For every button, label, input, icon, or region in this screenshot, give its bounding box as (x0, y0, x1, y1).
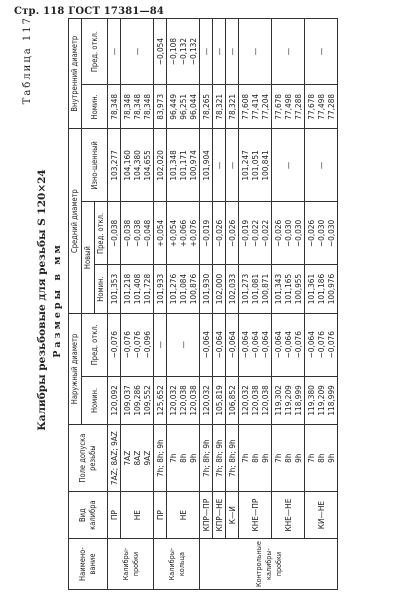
cell-o_nom: 120,092 (108, 376, 121, 424)
table-row (305, 19, 338, 590)
cell-i_dev: — (272, 19, 305, 85)
cell-m_nom: 101,276 101,084 100,876 (167, 265, 200, 313)
cell-i_nom: 77,608 77,414 77,204 (239, 85, 272, 129)
cell-m_dev: −0,026 (226, 202, 239, 265)
cell-kind: НЕ (121, 492, 154, 539)
cell-m_dev: −0,038 −0,038 −0,048 (121, 202, 154, 265)
table-row (167, 19, 200, 590)
col-outer-dev: Пред. откл. (82, 313, 108, 376)
col-middle: Средний диаметр (69, 129, 82, 313)
cell-m_worn: — (213, 129, 226, 202)
cell-i_dev: — (239, 19, 272, 85)
table-title: Калибры резьбовые для резьбы S 120×24 (36, 169, 48, 431)
cell-i_nom: 78,321 (226, 85, 239, 129)
col-middle-new: Новый (82, 202, 95, 313)
cell-kind: КПР—ПР (200, 492, 213, 539)
cell-m_nom: 102,033 (226, 265, 239, 313)
cell-o_dev: −0,076 −0,076 −0,096 (121, 313, 154, 376)
cell-m_nom: 101,930 (200, 265, 213, 313)
cell-m_worn: 104,160 104,380 104,655 (121, 129, 154, 202)
cell-m_nom: 101,933 (154, 265, 167, 313)
table-row (154, 19, 167, 590)
cell-kind: КНЕ—НЕ (272, 492, 305, 539)
cell-m_worn: 101,348 101,171 100,974 (167, 129, 200, 202)
col-inner-nom: Номин. (82, 85, 108, 129)
cell-o_dev: −0,064 (200, 313, 213, 376)
category-cell: Калибры-кольца (154, 539, 200, 590)
cell-kind: КНЕ—ПР (239, 492, 272, 539)
table-row (213, 19, 226, 590)
cell-m_worn: — (226, 129, 239, 202)
cell-o_dev: −0,076 (108, 313, 121, 376)
cell-m_nom: 101,353 (108, 265, 121, 313)
cell-i_dev: — (121, 19, 154, 85)
cell-field: 7AZ 8AZ 9AZ (121, 425, 154, 492)
cell-o_nom: 109,037 109,286 109,552 (121, 376, 154, 424)
col-inner-dev: Пред. откл. (82, 19, 108, 85)
cell-o_nom: 119,302 119,209 118,999 (272, 376, 305, 424)
cell-m_dev: −0,038 (108, 202, 121, 265)
cell-m_worn: 103,277 (108, 129, 121, 202)
cell-field: 7AZ; 8AZ; 9AZ (108, 425, 121, 492)
cell-o_nom: 120,032 120,038 120,038 (239, 376, 272, 424)
cell-kind: КИ—НЕ (305, 492, 338, 539)
cell-i_dev: — (226, 19, 239, 85)
gauge-table (68, 18, 338, 590)
cell-i_dev: — (305, 19, 338, 85)
table-row (200, 19, 213, 590)
cell-m_nom: 101,343 101,165 100,955 (272, 265, 305, 313)
cell-o_nom: 120,032 (200, 376, 213, 424)
cell-o_dev: −0,064 −0,064 −0,076 (272, 313, 305, 376)
cell-o_nom: 120,032 120,038 120,038 (167, 376, 200, 424)
cell-o_dev: — (154, 313, 167, 376)
cell-i_dev: — (108, 19, 121, 85)
cell-m_worn: 101,247 101,051 100,841 (239, 129, 272, 202)
col-middle-worn: Изно-шенный (82, 129, 108, 202)
table-row (108, 19, 121, 590)
cell-kind: НЕ (167, 492, 200, 539)
table-row (239, 19, 272, 590)
cell-field: 7h; 8h; 9h (213, 425, 226, 492)
cell-m_dev: −0,026 −0,030 −0,030 (305, 202, 338, 265)
table-row (272, 19, 305, 590)
cell-m_worn: 102,020 (154, 129, 167, 202)
cell-i_dev: — (200, 19, 213, 85)
cell-o_nom: 125,652 (154, 376, 167, 424)
table-row (121, 19, 154, 590)
cell-m_nom: 101,218 101,408 101,728 (121, 265, 154, 313)
cell-o_nom: 106,852 (226, 376, 239, 424)
cell-m_dev: −0,026 (213, 202, 226, 265)
cell-kind: КПР—НЕ (213, 492, 226, 539)
table-number: Таблица 117 (22, 16, 33, 105)
cell-i_nom: 78,321 (213, 85, 226, 129)
cell-m_dev: −0,019 −0,022 −0,022 (239, 202, 272, 265)
col-outer: Наружный диаметр (69, 313, 82, 424)
cell-field: 7h 8h 9h (272, 425, 305, 492)
cell-i_nom: 77,678 77,498 77,288 (305, 85, 338, 129)
cell-m_dev: +0,054 +0,066 +0,076 (167, 202, 200, 265)
table-body (108, 19, 338, 590)
cell-field: 7h; 8h; 9h (200, 425, 213, 492)
cell-field: 7h; 8h; 9h (226, 425, 239, 492)
col-outer-nom: Номин. (82, 376, 108, 424)
cell-o_dev: −0,064 (226, 313, 239, 376)
cell-m_dev: −0,026 −0,030 −0,030 (272, 202, 305, 265)
cell-m_nom: 101,361 101,186 100,976 (305, 265, 338, 313)
page-header: Стр. 118 ГОСТ 17381—84 (14, 6, 165, 17)
cell-kind: К—И (226, 492, 239, 539)
cell-m_nom: 101,273 101,081 100,871 (239, 265, 272, 313)
cell-i_dev: — (213, 19, 226, 85)
cell-m_worn: — (272, 129, 305, 202)
cell-m_worn: 101,904 (200, 129, 213, 202)
cell-i_nom: 96,449 96,251 96,044 (167, 85, 200, 129)
cell-m_nom: 102,000 (213, 265, 226, 313)
cell-o_dev: −0,064 −0,064 −0,064 (239, 313, 272, 376)
col-field: Поле допуска резьбы (69, 425, 108, 492)
table-row (226, 19, 239, 590)
cell-i_nom: 78,348 (108, 85, 121, 129)
cell-i_nom: 78,348 78,348 78,348 (121, 85, 154, 129)
cell-m_worn: — (305, 129, 338, 202)
category-cell: Калибры-пробки (108, 539, 154, 590)
cell-kind: ПР (154, 492, 167, 539)
cell-kind: ПР (108, 492, 121, 539)
col-kind: Вид калибра (69, 492, 108, 539)
cell-i_nom: 83,973 (154, 85, 167, 129)
cell-o_nom: 119,380 119,209 118,999 (305, 376, 338, 424)
cell-o_dev: — (167, 313, 200, 376)
rotated-page (22, 10, 397, 590)
cell-field: 7h 8h 9h (239, 425, 272, 492)
cell-o_nom: 105,819 (213, 376, 226, 424)
cell-field: 7h 8h 9h (305, 425, 338, 492)
table-subtitle: Размеры в мм (52, 242, 63, 358)
cell-m_dev: −0,019 (200, 202, 213, 265)
cell-o_dev: −0,064 (213, 313, 226, 376)
cell-field: 7h; 8h; 9h (154, 425, 167, 492)
col-inner: Внутренний диаметр (69, 19, 82, 129)
cell-m_dev: +0,054 (154, 202, 167, 265)
col-middle-dev: Пред. откл. (95, 202, 108, 265)
cell-i_nom: 78,265 (200, 85, 213, 129)
cell-i_nom: 77,678 77,498 77,288 (272, 85, 305, 129)
col-middle-nom: Номин. (95, 265, 108, 313)
col-name: Наимено-вание (69, 539, 108, 590)
cell-i_dev: −0,108 −0,132 −0,132 (167, 19, 200, 85)
cell-field: 7h 8h 9h (167, 425, 200, 492)
category-cell: Контрольные калибры-пробки (200, 539, 338, 590)
cell-i_dev: −0,054 (154, 19, 167, 85)
cell-o_dev: −0,064 −0,076 −0,076 (305, 313, 338, 376)
